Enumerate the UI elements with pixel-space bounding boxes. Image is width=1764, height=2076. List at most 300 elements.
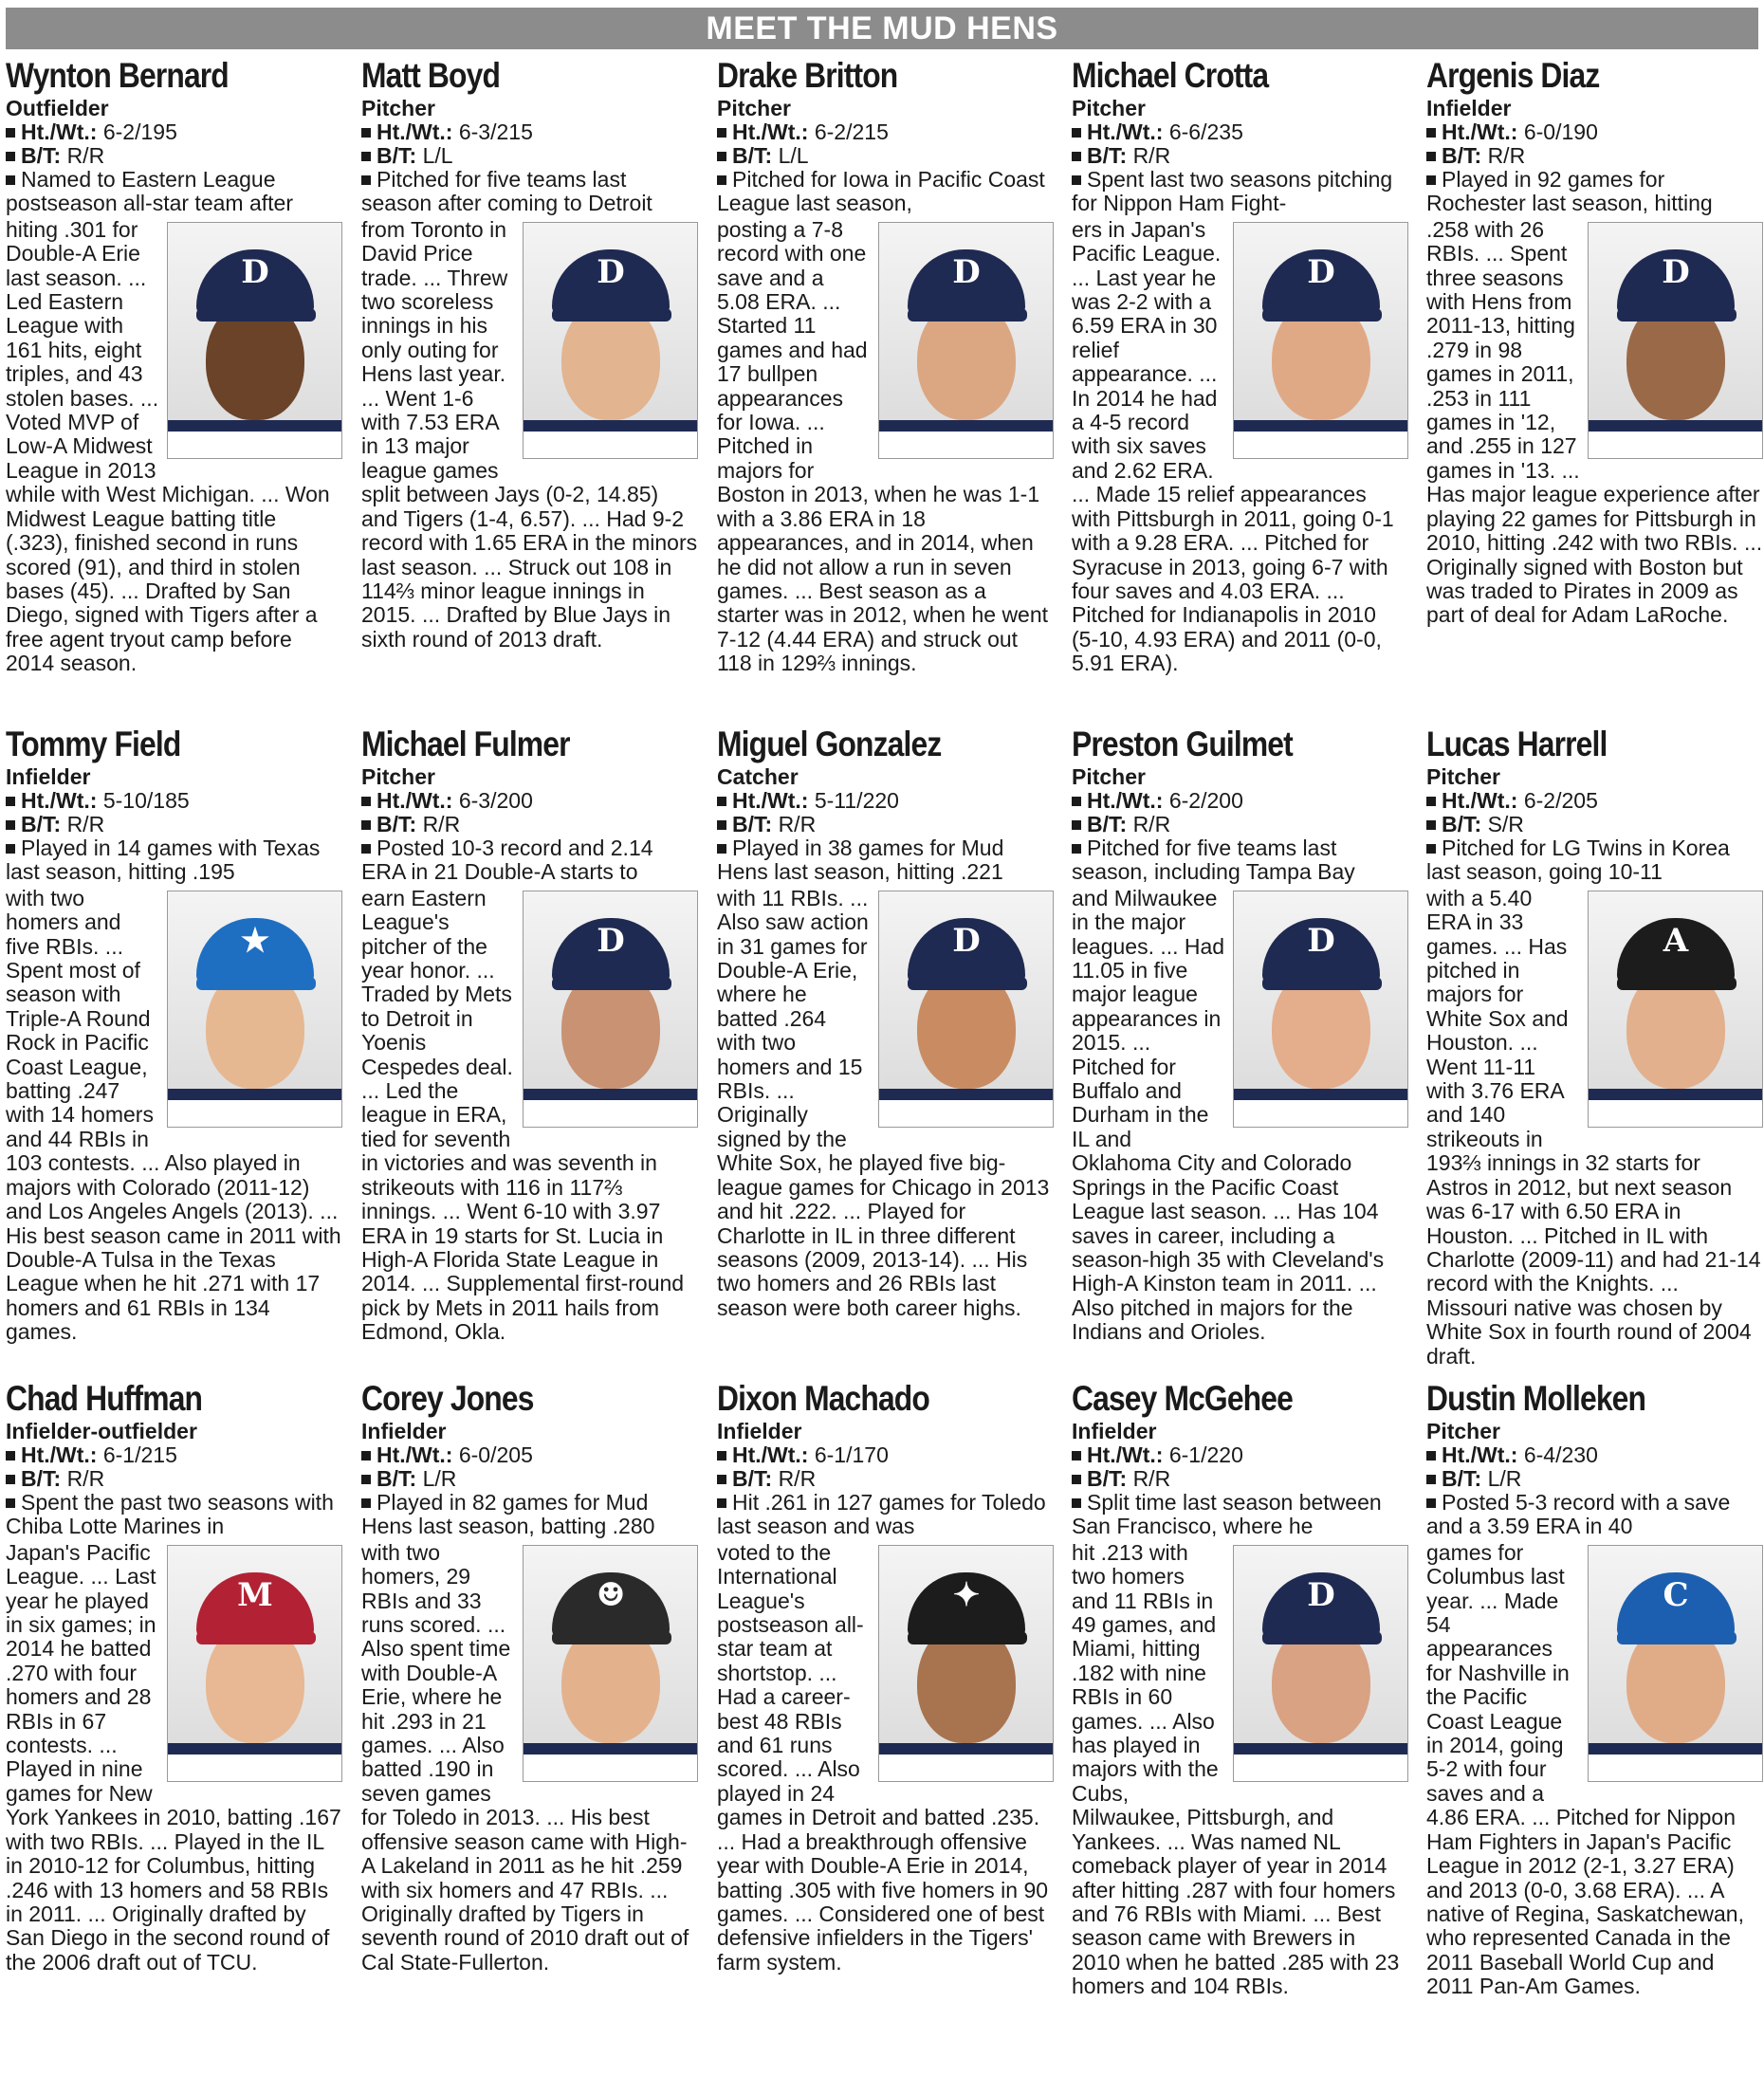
player-bio — [361, 887, 698, 1345]
player-intro — [361, 168, 698, 216]
intro-text: Spent last two seasons pitching for Nippon Ham Fight- — [1072, 167, 1393, 216]
intro-text: Pitched for five teams last season, including Tampa Bay — [1072, 836, 1355, 885]
player-intro — [717, 168, 1054, 216]
player-photo — [523, 222, 698, 459]
team-logo-icon: D — [1307, 1575, 1335, 1614]
height-weight-value: 6-1/215 — [102, 1442, 177, 1467]
jersey-illustration — [1234, 1089, 1407, 1128]
player-position: Infielder — [1426, 96, 1512, 120]
bullet-icon — [6, 1498, 15, 1508]
player-bats-throws — [6, 144, 342, 168]
jersey-illustration — [1589, 420, 1762, 459]
bullet-icon — [361, 820, 371, 830]
height-weight-value: 6-2/215 — [814, 119, 889, 144]
bullet-icon — [717, 128, 726, 138]
intro-text: Played in 92 games for Rochester last season, hitting — [1426, 167, 1713, 216]
height-weight-value: 6-1/220 — [1168, 1442, 1243, 1467]
player-card — [6, 55, 342, 709]
player-height-weight — [6, 789, 342, 813]
player-name: Michael Crotta — [1072, 56, 1269, 95]
team-logo-icon: D — [597, 252, 625, 291]
intro-text: Played in 14 games with Texas last season, hitting .195 — [6, 836, 321, 885]
bats-throws-value: R/R — [1487, 143, 1526, 168]
player-name: Casey McGehee — [1072, 1379, 1293, 1418]
player-height-weight — [1072, 789, 1408, 813]
player-position: Infielder — [6, 764, 91, 789]
player-height-weight — [6, 1443, 342, 1467]
player-bio — [1072, 887, 1408, 1345]
player-card — [717, 724, 1054, 1378]
player-position: Pitcher — [1426, 1419, 1500, 1443]
player-intro — [6, 1491, 342, 1539]
bio-text: with two homers and five RBIs. ... Spent most of season with Triple-A Round Rock in Pacific Coast League, batting .247 with 14 homers and 44 RBIs in 103 contests. ... Also played in majors with Colorado (2011-12) and Los Angeles Angels (2013). ... His best season came in 2011 with Double-A Tulsa in the Texas League when he hit .271 with 17 homers and 61 RBIs in 134 games. — [6, 885, 341, 1345]
player-bats-throws — [1426, 144, 1763, 168]
player-photo — [167, 222, 342, 459]
bio-text: hiting .301 for Double-A Erie last season. ... Led Eastern League with 161 hits, eight triples, and 43 stolen bases. ... Voted MVP of Low-A Midwest League in 2013 while with West Michigan. ... Won Midwest League batting title (.323), finished second in runs scored (91), and third in stolen bases (45). ... Drafted by San Diego, signed with Tigers after a free agent tryout camp before 2014 season. — [6, 216, 330, 676]
bullet-icon — [1072, 1475, 1081, 1484]
bats-throws-label: B/T: — [21, 812, 62, 836]
team-logo-icon: ☻ — [596, 1575, 626, 1614]
player-bats-throws — [1072, 144, 1408, 168]
cap-brim — [196, 308, 316, 322]
player-photo — [1233, 891, 1408, 1128]
player-name: Matt Boyd — [361, 56, 501, 95]
bullet-icon — [1426, 128, 1436, 138]
player-card — [6, 724, 342, 1378]
intro-text: Posted 5-3 record with a save and a 3.59 ERA in 40 — [1426, 1490, 1731, 1539]
height-weight-label: Ht./Wt.: — [1087, 1442, 1164, 1467]
jersey-illustration — [879, 420, 1053, 459]
bats-throws-label: B/T: — [377, 812, 417, 836]
player-bio — [1426, 1541, 1763, 1999]
height-weight-value: 6-0/205 — [458, 1442, 533, 1467]
jersey-illustration — [168, 1743, 341, 1782]
bullet-icon — [717, 844, 726, 854]
bats-throws-label: B/T: — [377, 1466, 417, 1491]
bio-text: and Milwaukee in the major leagues. ... Had 11.05 in five major league appearances in 2015. ... Pitched for Buffalo and Durham in the IL and Oklahoma City and Colorado Springs in the Pacific Coast League last season. ... Has 104 saves in career, including a season-high 35 with Cleveland's High-A Kinston team in 2011. ... Also pitched in majors for the Indians and Orioles. — [1072, 885, 1385, 1345]
bats-throws-label: B/T: — [732, 1466, 773, 1491]
height-weight-label: Ht./Wt.: — [732, 788, 809, 813]
player-photo — [1233, 222, 1408, 459]
jersey-illustration — [168, 420, 341, 459]
height-weight-label: Ht./Wt.: — [732, 119, 809, 144]
player-bio — [717, 887, 1054, 1320]
player-photo — [167, 1545, 342, 1782]
player-intro — [1072, 1491, 1408, 1539]
bullet-icon — [1072, 175, 1081, 185]
player-height-weight — [1072, 1443, 1408, 1467]
jersey-illustration — [879, 1743, 1053, 1782]
height-weight-label: Ht./Wt.: — [1442, 119, 1518, 144]
bullet-icon — [361, 844, 371, 854]
bats-throws-label: B/T: — [21, 1466, 62, 1491]
bats-throws-label: B/T: — [377, 143, 417, 168]
player-bats-throws — [717, 1467, 1054, 1491]
player-bats-throws — [717, 144, 1054, 168]
player-bats-throws — [6, 1467, 342, 1491]
height-weight-value: 6-1/170 — [814, 1442, 889, 1467]
intro-text: Played in 38 games for Mud Hens last season, hitting .221 — [717, 836, 1004, 885]
bio-text: with two homers, 29 RBIs and 33 runs scored. ... Also spent time with Double-A Erie, where he hit .293 in 21 games. ... Also batted .190 in seven games for Toledo in 2013. ... His best offensive season came with High-A Lakeland in 2011 as he hit .259 with six homers and 47 RBIs. ... Originally drafted by Tigers in seventh round of 2010 draft out of Cal State-Fullerton. — [361, 1539, 689, 1975]
bio-text: from Toronto in David Price trade. ... Threw two scoreless innings in his only outing for Hens last year. ... Went 1-6 with 7.53 ERA in 13 major league games split between Jays (0-2, 14.85) and Tigers (1-4, 6.57). ... Had 9-2 record with 1.65 ERA in the minors last season. ... Struck out 108 in 114⅔ minor league innings in 2015. ... Drafted by Blue Jays in sixth round of 2013 draft. — [361, 216, 698, 652]
bats-throws-label: B/T: — [1442, 1466, 1482, 1491]
jersey-illustration — [168, 1089, 341, 1128]
bullet-icon — [6, 175, 15, 185]
intro-text: Played in 82 games for Mud Hens last season, batting .280 — [361, 1490, 655, 1539]
player-card — [361, 55, 698, 709]
player-height-weight — [1426, 789, 1763, 813]
jersey-illustration — [524, 1743, 697, 1782]
player-name: Argenis Diaz — [1426, 56, 1600, 95]
player-name: Chad Huffman — [6, 1379, 203, 1418]
bullet-icon — [717, 1451, 726, 1461]
player-position: Infielder-outfielder — [6, 1419, 197, 1443]
player-height-weight — [361, 1443, 698, 1467]
player-card — [1426, 55, 1763, 709]
player-photo — [523, 891, 698, 1128]
bats-throws-value: R/R — [1132, 812, 1171, 836]
player-bats-throws — [1072, 813, 1408, 836]
bullet-icon — [717, 797, 726, 806]
player-bats-throws — [361, 813, 698, 836]
player-grid — [6, 55, 1763, 2069]
player-intro — [1072, 168, 1408, 216]
page-title: MEET THE MUD HENS — [6, 8, 1758, 49]
bats-throws-value: L/R — [1487, 1466, 1522, 1491]
bats-throws-value: R/R — [1132, 1466, 1171, 1491]
bats-throws-value: R/R — [66, 143, 105, 168]
team-logo-icon: D — [1307, 252, 1335, 291]
player-intro — [717, 836, 1054, 885]
bio-text: posting a 7-8 record with one save and a 5.08 ERA. ... Started 11 games and had 17 bullpen appearances for Iowa. ... Pitched in majors for Boston in 2013, when he was 1-1 with a 3.86 ERA in 18 appearances, and in 2014, when he did not allow a run in seven games. ... Best season as a starter was in 2012, when he went 7-12 (4.44 ERA) and struck out 118 in 129⅔ innings. — [717, 216, 1049, 676]
player-position: Pitcher — [1426, 764, 1500, 789]
height-weight-label: Ht./Wt.: — [1087, 788, 1164, 813]
bullet-icon — [361, 797, 371, 806]
player-height-weight — [6, 120, 342, 144]
bullet-icon — [717, 820, 726, 830]
player-position: Infielder — [361, 1419, 447, 1443]
height-weight-value: 6-2/200 — [1168, 788, 1243, 813]
bio-text: with 11 RBIs. ... Also saw action in 31 games for Double-A Erie, where he batted .264 with two homers and 15 RBIs. ... Originally signed by the White Sox, he played five big-league games for Chicago in 2013 and hit .222. ... Played for Charlotte in IL in three different seasons (2009, 2013-14). ... His two homers and 26 RBIs last season were both career highs. — [717, 885, 1050, 1320]
height-weight-value: 6-2/205 — [1523, 788, 1598, 813]
jersey-illustration — [879, 1089, 1053, 1128]
player-name: Drake Britton — [717, 56, 898, 95]
player-height-weight — [1426, 1443, 1763, 1467]
player-name: Dustin Molleken — [1426, 1379, 1646, 1418]
player-intro — [1072, 836, 1408, 885]
height-weight-label: Ht./Wt.: — [21, 1442, 98, 1467]
player-intro — [361, 836, 698, 885]
bullet-icon — [361, 152, 371, 161]
height-weight-value: 5-10/185 — [102, 788, 190, 813]
bats-throws-value: R/R — [1132, 143, 1171, 168]
bullet-icon — [1426, 820, 1436, 830]
bullet-icon — [361, 1498, 371, 1508]
bats-throws-value: R/R — [66, 812, 105, 836]
bullet-icon — [717, 175, 726, 185]
height-weight-value: 5-11/220 — [814, 788, 899, 813]
player-bio — [361, 1541, 698, 1975]
player-name: Michael Fulmer — [361, 725, 570, 763]
bullet-icon — [6, 128, 15, 138]
player-bio — [1426, 887, 1763, 1369]
player-intro — [6, 168, 342, 216]
bats-throws-value: S/R — [1487, 812, 1524, 836]
height-weight-label: Ht./Wt.: — [21, 119, 98, 144]
bullet-icon — [1072, 844, 1081, 854]
player-bats-throws — [6, 813, 342, 836]
player-position: Infielder — [1072, 1419, 1157, 1443]
bullet-icon — [1426, 844, 1436, 854]
player-bats-throws — [1426, 1467, 1763, 1491]
player-position: Pitcher — [361, 96, 435, 120]
bullet-icon — [6, 820, 15, 830]
player-card — [1072, 724, 1408, 1378]
player-card — [1426, 724, 1763, 1378]
jersey-illustration — [1589, 1089, 1762, 1128]
cap-brim — [1617, 977, 1736, 990]
height-weight-label: Ht./Wt.: — [377, 119, 453, 144]
player-intro — [361, 1491, 698, 1539]
player-position: Infielder — [717, 1419, 802, 1443]
cap-brim — [196, 1631, 316, 1644]
intro-text: Posted 10-3 record and 2.14 ERA in 21 Double-A starts to — [361, 836, 653, 885]
bullet-icon — [361, 1475, 371, 1484]
bullet-icon — [1426, 152, 1436, 161]
player-card — [6, 1378, 342, 2070]
player-name: Corey Jones — [361, 1379, 534, 1418]
cap-brim — [908, 1631, 1027, 1644]
player-height-weight — [717, 120, 1054, 144]
player-intro — [6, 836, 342, 885]
height-weight-label: Ht./Wt.: — [1087, 119, 1164, 144]
team-logo-icon: ✦ — [952, 1575, 981, 1614]
player-bio — [6, 1541, 342, 1975]
bio-text: ers in Japan's Pacific League. ... Last year he was 2-2 with a 6.59 ERA in 30 relief appearance. ... In 2014 he had a 4-5 record with six saves and 2.62 ERA. ... Made 15 relief appearances with Pittsburgh in 2011, going 0-1 with a 9.28 ERA. ... Pitched for Syracuse in 2013, going 6-7 with four saves and 4.03 ERA. ... Pitched for Indianapolis in 2010 (5-10, 4.93 ERA) and 2011 (0-0, 5.91 ERA). — [1072, 216, 1394, 676]
player-height-weight — [1426, 120, 1763, 144]
bullet-icon — [6, 844, 15, 854]
bullet-icon — [717, 152, 726, 161]
player-bio — [6, 887, 342, 1345]
player-photo — [523, 1545, 698, 1782]
height-weight-value: 6-4/230 — [1523, 1442, 1598, 1467]
bats-throws-value: R/R — [778, 812, 817, 836]
bullet-icon — [1426, 1475, 1436, 1484]
bullet-icon — [361, 128, 371, 138]
team-logo-icon: D — [241, 252, 269, 291]
intro-text: Pitched for Iowa in Pacific Coast League last season, — [717, 167, 1045, 216]
bullet-icon — [1072, 152, 1081, 161]
cap-brim — [1262, 1631, 1382, 1644]
jersey-illustration — [524, 420, 697, 459]
player-card — [1072, 1378, 1408, 2070]
player-bio — [1072, 1541, 1408, 1999]
player-bio — [6, 218, 342, 676]
player-position: Outfielder — [6, 96, 109, 120]
player-card — [717, 55, 1054, 709]
player-photo — [878, 1545, 1054, 1782]
player-bio — [1072, 218, 1408, 676]
intro-text: Pitched for five teams last season after coming to Detroit — [361, 167, 652, 216]
player-intro — [717, 1491, 1054, 1539]
team-logo-icon: D — [1307, 921, 1335, 960]
bio-text: games for Columbus last year. ... Made 54 appearances for Nashville in the Pacific Coast League in 2014, going 5-2 with four saves and a 4.86 ERA. ... Pitched for Nippon Ham Fighters in Japan's Pacific League in 2012 (2-1, 3.27 ERA) and 2013 (0-0, 3.68 ERA). ... A native of Regina, Saskatchewan, who represented Canada in the 2011 Baseball World Cup and 2011 Pan-Am Games. — [1426, 1539, 1744, 1999]
player-intro — [1426, 836, 1763, 885]
height-weight-value: 6-2/195 — [102, 119, 177, 144]
bats-throws-label: B/T: — [21, 143, 62, 168]
player-position: Pitcher — [1072, 764, 1146, 789]
bio-text: Japan's Pacific League. ... Last year he played in six games; in 2014 he batted .270 with four homers and 28 RBIs in 67 contests. ... Played in nine games for New York Yankees in 2010, batting .167 with two RBIs. ... Played in the IL in 2010-12 for Columbus, hitting .246 with 13 homers and 58 RBIs in 2011. ... Originally drafted by San Diego in the second round of the 2006 draft out of TCU. — [6, 1539, 341, 1975]
player-intro — [1426, 168, 1763, 216]
team-logo-icon: D — [1662, 252, 1690, 291]
team-logo-icon: C — [1663, 1575, 1689, 1614]
bullet-icon — [6, 1451, 15, 1461]
player-name: Wynton Bernard — [6, 56, 229, 95]
player-name: Miguel Gonzalez — [717, 725, 942, 763]
bats-throws-label: B/T: — [732, 143, 773, 168]
bullet-icon — [1072, 1498, 1081, 1508]
player-bio — [717, 1541, 1054, 1975]
player-bio — [361, 218, 698, 652]
bullet-icon — [6, 1475, 15, 1484]
cap-brim — [1262, 308, 1382, 322]
intro-text: Pitched for LG Twins in Korea last season, going 10-11 — [1426, 836, 1730, 885]
cap-brim — [1617, 1631, 1736, 1644]
player-photo — [1588, 1545, 1763, 1782]
bats-throws-label: B/T: — [1087, 143, 1128, 168]
jersey-illustration — [524, 1089, 697, 1128]
player-position: Catcher — [717, 764, 799, 789]
player-photo — [167, 891, 342, 1128]
intro-text: Hit .261 in 127 games for Toledo last season and was — [717, 1490, 1046, 1539]
height-weight-label: Ht./Wt.: — [732, 1442, 809, 1467]
player-height-weight — [361, 789, 698, 813]
cap-brim — [552, 977, 671, 990]
bullet-icon — [6, 152, 15, 161]
bullet-icon — [1426, 1451, 1436, 1461]
height-weight-label: Ht./Wt.: — [21, 788, 98, 813]
bats-throws-value: L/L — [778, 143, 809, 168]
player-name: Preston Guilmet — [1072, 725, 1293, 763]
player-bats-throws — [1426, 813, 1763, 836]
player-photo — [1233, 1545, 1408, 1782]
bullet-icon — [1072, 1451, 1081, 1461]
height-weight-value: 6-3/200 — [458, 788, 533, 813]
bullet-icon — [717, 1498, 726, 1508]
bullet-icon — [361, 1451, 371, 1461]
cap-brim — [1262, 977, 1382, 990]
height-weight-value: 6-0/190 — [1523, 119, 1598, 144]
player-height-weight — [1072, 120, 1408, 144]
bio-text: voted to the International League's postseason all-star team at shortstop. ... Had a career-best 48 RBIs and 61 runs scored. ... Also played in 24 games in Detroit and batted .235. ... Had a breakthrough offensive year with Double-A Erie in 2014, batting .305 with five homers in 90 games. ... Considered one of best defensive infielders in the Tigers' farm system. — [717, 1539, 1049, 1975]
jersey-illustration — [1589, 1743, 1762, 1782]
player-bats-throws — [361, 144, 698, 168]
jersey-illustration — [1234, 1743, 1407, 1782]
bullet-icon — [6, 797, 15, 806]
cap-brim — [552, 1631, 671, 1644]
bats-throws-label: B/T: — [732, 812, 773, 836]
cap-brim — [908, 977, 1027, 990]
player-bats-throws — [717, 813, 1054, 836]
cap-brim — [908, 308, 1027, 322]
team-logo-icon: ★ — [240, 921, 270, 960]
team-logo-icon: D — [952, 921, 981, 960]
player-position: Pitcher — [717, 96, 791, 120]
player-card — [361, 724, 698, 1378]
player-height-weight — [717, 789, 1054, 813]
player-bats-throws — [361, 1467, 698, 1491]
player-name: Tommy Field — [6, 725, 181, 763]
team-logo-icon: M — [237, 1575, 273, 1614]
player-height-weight — [361, 120, 698, 144]
bullet-icon — [361, 175, 371, 185]
bio-text: hit .213 with two homers and 11 RBIs in 49 games, and Miami, hitting .182 with nine RBIs in 60 games. ... Also has played in majors with the Cubs, Milwaukee, Pittsburgh, and Yankees. ... Was named NL comeback player of year in 2014 after hitting .287 with four homers and 76 RBIs with Miami. ... Best season came with Brewers in 2010 when he batted .285 with 23 homers and 104 RBIs. — [1072, 1539, 1400, 1999]
cap-brim — [552, 308, 671, 322]
bullet-icon — [717, 1475, 726, 1484]
bullet-icon — [1072, 820, 1081, 830]
bats-throws-label: B/T: — [1442, 812, 1482, 836]
player-name: Lucas Harrell — [1426, 725, 1608, 763]
bats-throws-value: R/R — [66, 1466, 105, 1491]
player-position: Pitcher — [361, 764, 435, 789]
intro-text: Named to Eastern League postseason all-star team after — [6, 167, 293, 216]
bats-throws-label: B/T: — [1087, 1466, 1128, 1491]
bio-text: earn Eastern League's pitcher of the year honor. ... Traded by Mets to Detroit in Yoenis Cespedes deal. ... Led the league in ERA, tied for seventh in victories and was seventh in strikeouts with 116 in 117⅔ innings. ... Went 6-10 with 3.97 ERA in 19 starts for St. Lucia in High-A Florida State League in 2014. ... Supplemental first-round pick by Mets in 2011 hails from Edmond, Okla. — [361, 885, 685, 1345]
player-photo — [1588, 222, 1763, 459]
intro-text: Split time last season between San Francisco, where he — [1072, 1490, 1382, 1539]
player-name: Dixon Machado — [717, 1379, 929, 1418]
bullet-icon — [1426, 1498, 1436, 1508]
bats-throws-value: L/R — [422, 1466, 457, 1491]
player-card — [361, 1378, 698, 2070]
team-logo-icon: D — [597, 921, 625, 960]
team-logo-icon: D — [952, 252, 981, 291]
team-logo-icon: A — [1663, 921, 1689, 960]
bats-throws-value: R/R — [778, 1466, 817, 1491]
player-card — [1426, 1378, 1763, 2070]
height-weight-label: Ht./Wt.: — [377, 788, 453, 813]
player-intro — [1426, 1491, 1763, 1539]
bats-throws-value: R/R — [422, 812, 461, 836]
cap-brim — [196, 977, 316, 990]
jersey-illustration — [1234, 420, 1407, 459]
bullet-icon — [1426, 175, 1436, 185]
intro-text: Spent the past two seasons with Chiba Lotte Marines in — [6, 1490, 334, 1539]
bats-throws-label: B/T: — [1442, 143, 1482, 168]
bats-throws-value: L/L — [422, 143, 453, 168]
height-weight-label: Ht./Wt.: — [377, 1442, 453, 1467]
height-weight-value: 6-3/215 — [458, 119, 533, 144]
cap-brim — [1617, 308, 1736, 322]
player-card — [1072, 55, 1408, 709]
height-weight-label: Ht./Wt.: — [1442, 788, 1518, 813]
player-bats-throws — [1072, 1467, 1408, 1491]
height-weight-value: 6-6/235 — [1168, 119, 1243, 144]
bullet-icon — [1426, 797, 1436, 806]
player-bio — [1426, 218, 1763, 628]
player-position: Pitcher — [1072, 96, 1146, 120]
player-photo — [878, 891, 1054, 1128]
bio-text: .258 with 26 RBIs. ... Spent three seasons with Hens from 2011-13, hitting .279 in 98 games in 2011, .253 in 111 games in '12, and .255 in 127 games in '13. ... Has major league experience after playing 22 games for Pittsburgh in 2010, hitting .242 with two RBIs. ... Originally signed with Boston but was traded to Pirates in 2009 as part of deal for Adam LaRoche. — [1426, 216, 1763, 628]
player-card — [717, 1378, 1054, 2070]
bats-throws-label: B/T: — [1087, 812, 1128, 836]
player-photo — [1588, 891, 1763, 1128]
bio-text: with a 5.40 ERA in 33 games. ... Has pitched in majors for White Sox and Houston. ... Went 11-11 with 3.76 ERA and 140 strikeouts in 193⅔ innings in 32 starts for Astros in 2012, but next season was 6-17 with 6.50 ERA in Houston. ... Pitched in IL with Charlotte (2009-11) and had 21-14 record with the Knights. ... Missouri native was chosen by White Sox in fourth round of 2004 draft. — [1426, 885, 1761, 1369]
height-weight-label: Ht./Wt.: — [1442, 1442, 1518, 1467]
bullet-icon — [1072, 797, 1081, 806]
player-bio — [717, 218, 1054, 676]
player-photo — [878, 222, 1054, 459]
